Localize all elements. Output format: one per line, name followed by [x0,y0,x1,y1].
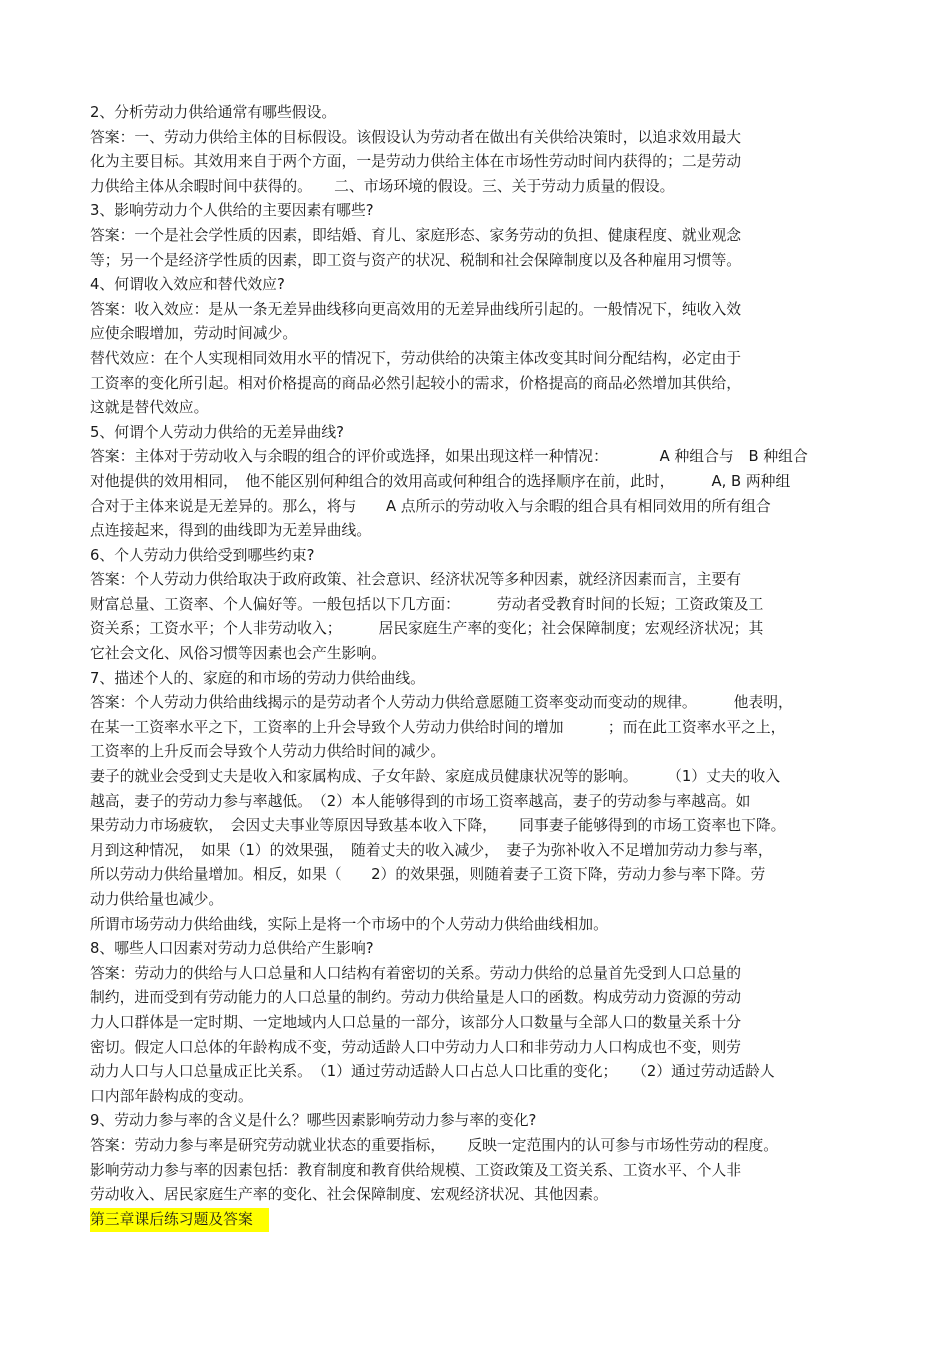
text-line: 9、劳动力参与率的含义是什么？哪些因素影响劳动力参与率的变化? [90,1112,537,1130]
text-line: 3、影响劳动力个人供给的主要因素有哪些? [90,202,374,220]
text-line: 妻子的就业会受到丈夫是收入和家属构成、子女年龄、家庭成员健康状况等的影响。 （1）丈夫的收入 [90,768,781,786]
text-line: 越高，妻子的劳动力参与率越低。 （2）本人能够得到的市场工资率越高，妻子的劳动参与率越高。如 [90,792,751,810]
text-line: 5、何谓个人劳动力供给的无差异曲线? [90,423,345,441]
text-line: 劳动收入、居民家庭生产率的变化、社会保障制度、宏观经济状况、其他因素。 [90,1186,608,1204]
text-line: 动力供给量也减少。 [90,891,224,908]
text-line: 4、何谓收入效应和替代效应? [90,276,285,294]
text-line: 力人口群体是一定时期、一定地域内人口总量的一部分，该部分人口数量与全部人口的数量关系十分 [90,1013,742,1031]
text-line: 工资率的变化所引起。相对价格提高的商品必然引起较小的需求，价格提高的商品必然增加其供给， [90,374,742,392]
text-line: 动力人口与人口总量成正比关系。 （1）通过劳动适龄人口占总人口比重的变化； （2）通过劳动适龄人 [90,1063,775,1081]
text-line: 等；另一个是经济学性质的因素，即工资与资产的状况、税制和社会保障制度以及各种雇用习惯等。 [90,251,742,269]
text-line: 6、个人劳动力供给受到哪些约束? [90,546,315,564]
text-line: 答案：劳动力的供给与人口总量和人口结构有着密切的关系。劳动力供给的总量首先受到人口总量的 [90,964,742,982]
text-line: 8、哪些人口因素对劳动力总供给产生影响? [90,940,374,958]
text-line: 2、分析劳动力供给通常有哪些假设。 [90,104,337,121]
text-line: 力供给主体从余暇时间中获得的。 二、市场环境的假设。三、关于劳动力质量的假设。 [90,177,675,195]
text-line: 资关系；工资水平；个人非劳动收入； 居民家庭生产率的变化；社会保障制度；宏观经济状况；其 [90,620,764,638]
text-line: 制约，进而受到有劳动能力的人口总量的制约。劳动力供给量是人口的函数。构成劳动力资源的劳动 [90,989,742,1007]
text-line: 口内部年龄构成的变动。 [90,1087,253,1105]
text-line: 合对于主体来说是无差异的。那么，将与 A 点所示的劳动收入与余暇的组合具有相同效用的所有组合 [90,497,771,515]
text-line: 果劳动力市场疲软， 会因丈夫事业等原因导致基本收入下降， 同事妻子能够得到的市场工资率也下降。 [90,817,786,835]
text-line: 答案：劳动力参与率是研究劳动就业状态的重要指标， 反映一定范围内的认可参与市场性劳动的程度。 [90,1136,779,1154]
text-line: 影响劳动力参与率的因素包括：教育制度和教育供给规模、工资政策及工资关系、工资水平、个人非 [90,1161,742,1179]
text-line: 对他提供的效用相同， 他不能区别何种组合的效用高或何种组合的选择顺序在前，此时， A, B 两种组 [90,472,791,490]
text-line: 答案：收入效应：是从一条无差异曲线移向更高效用的无差异曲线所引起的。一般情况下，纯收入效 [90,300,742,318]
text-line: 月到这种情况， 如果（1）的效果强， 随着丈夫的收入减少， 妻子为弥补收入不足增加劳动力参与率， [90,841,773,859]
text-line: 所谓市场劳动力供给曲线，实际上是将一个市场中的个人劳动力供给曲线相加。 [90,915,608,933]
text-line: 替代效应：在个人实现相同效用水平的情况下，劳动供给的决策主体改变其时间分配结构，必定由于 [90,349,742,367]
text-line: 应使余暇增加，劳动时间减少。 [90,325,298,343]
text-line: 答案：个人劳动力供给曲线揭示的是劳动者个人劳动力供给意愿随工资率变动而变动的规律。 他表明， [90,694,793,712]
text-line: 答案：主体对于劳动收入与余暇的组合的评价或选择，如果出现这样一种情况： A 种组合与 B 种组合 [90,448,808,466]
text-line: 7、描述个人的、家庭的和市场的劳动力供给曲线。 [90,669,425,687]
text-line: 工资率的上升反而会导致个人劳动力供给时间的减少。 [90,743,446,761]
text-line: 答案：一、劳动力供给主体的目标假设。该假设认为劳动者在做出有关供给决策时，以追求效用最大 [90,128,742,146]
chapter-heading-line [90,1208,865,1233]
text-line: 化为主要目标。其效用来自于两个方面，一是劳动力供给主体在市场性劳动时间内获得的；二是劳动 [90,153,742,171]
text-line: 财富总量、工资率、个人偏好等。一般包括以下几方面： 劳动者受教育时间的长短；工资政策及工 [90,595,764,613]
text-line: 答案：一个是社会学性质的因素，即结婚、育儿、家庭形态、家务劳动的负担、健康程度、就业观念 [90,226,742,244]
text-line: 它社会文化、风俗习惯等因素也会产生影响。 [90,645,386,663]
text-line: 所以劳动力供给量增加。相反，如果（ 2）的效果强，则随着妻子工资下降，劳动力参与率下降。劳 [90,866,766,884]
text-line: 密切。假定人口总体的年龄构成不变，劳动适龄人口中劳动力人口和非劳动力人口构成也不变，则劳 [90,1038,742,1056]
text-line: 答案：个人劳动力供给取决于政府政策、社会意识、经济状况等多种因素，就经济因素而言，主要有 [90,571,742,589]
text-line: 点连接起来，得到的曲线即为无差异曲线。 [90,522,372,540]
text-line: 这就是替代效应。 [90,399,209,417]
text-line: 在某一工资率水平之下，工资率的上升会导致个人劳动力供给时间的增加 ；而在此工资率水平之上， [90,718,786,736]
highlighted-chapter-heading: 第三章课后练习题及答案 [90,1208,269,1233]
document-body [90,101,865,1232]
